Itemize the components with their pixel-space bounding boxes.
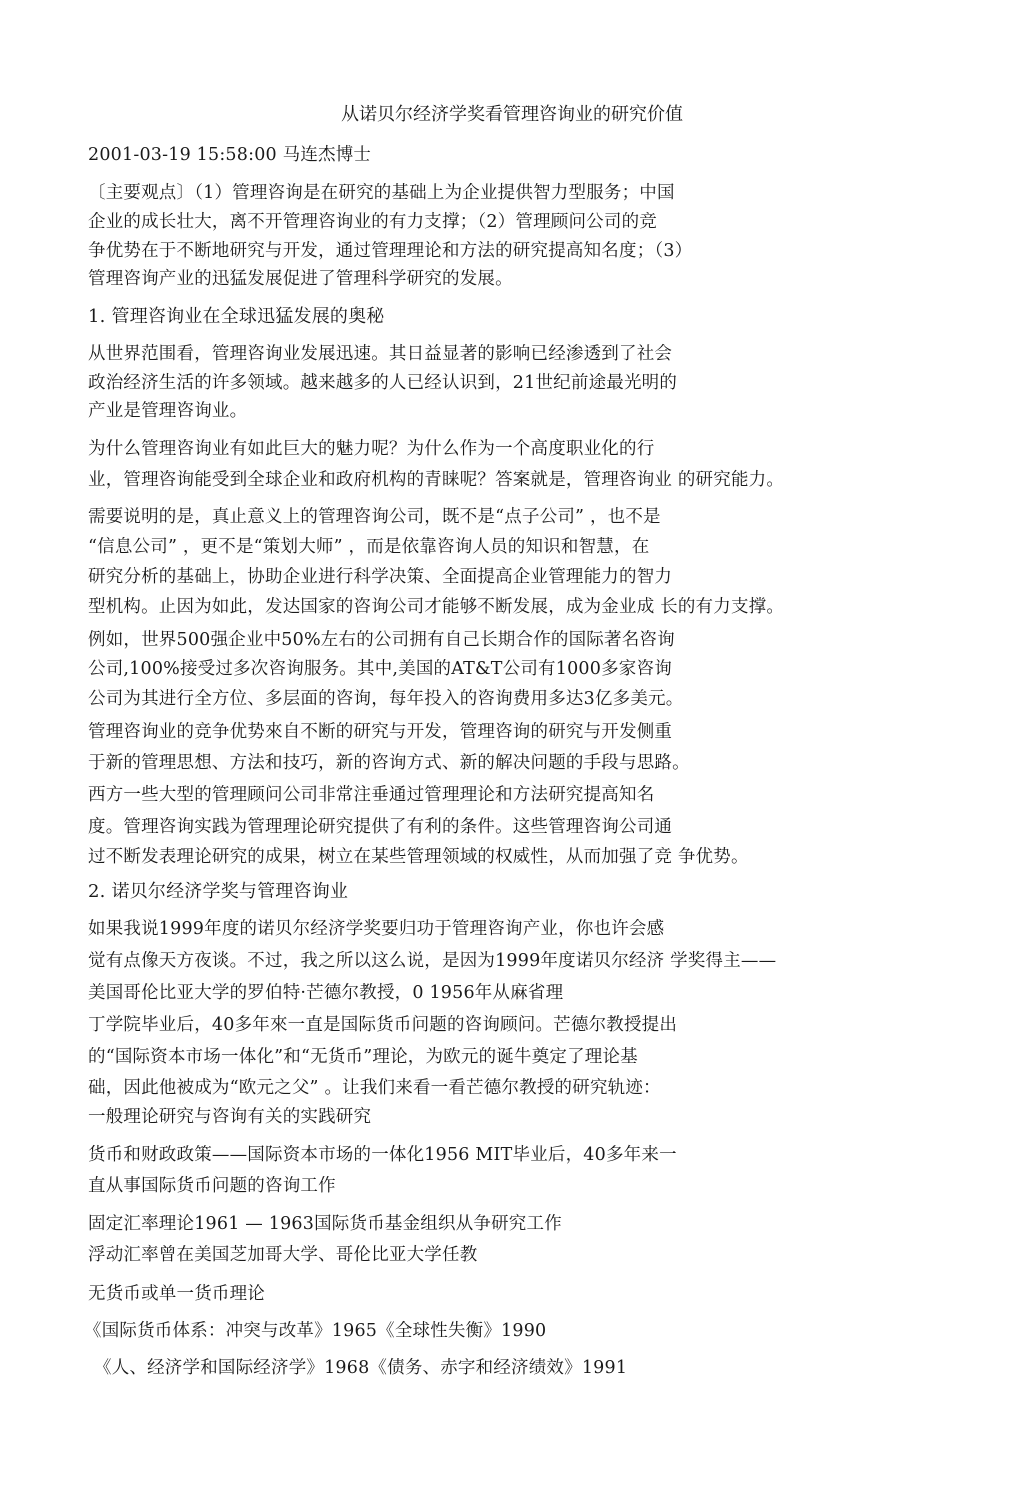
paragraph-line: 如果我说1999年度的诺贝尔经济学奖要归功于管理咨询产业，你也许会感 <box>88 919 665 939</box>
section-heading: 2. 诺贝尔经济学奖与管理咨询业 <box>88 881 349 902</box>
paragraph-line: 的“国际资本市场一体化”和“无货币”理论，为欧元的诞牛奠定了理论基 <box>88 1047 638 1067</box>
paragraph-line: 货币和财政政策——国际资本市场的一体化1956 MIT毕业后，40多年来一 <box>88 1145 677 1165</box>
paragraph-line: 研究分析的基础上，协助企业进行科学决策、全面提高企业管理能力的智力 <box>88 567 673 587</box>
paragraph-line: 过不断发表理论研究的成果，树立在某些管理领域的权威性，从而加强了竞 争优势。 <box>88 847 749 867</box>
paragraph-line: 础，因此他被成为“欧元之父” 。让我们来看一看芒德尔教授的研究轨迹： <box>88 1078 661 1098</box>
paragraph-line: 例如，世界500强企业中50%左右的公司拥有自己长期合作的国际著名咨询 <box>88 630 675 650</box>
paragraph-line: 西方一些大型的管理顾问公司非常注垂通过管理理论和方法研究提高知名 <box>88 785 655 805</box>
paragraph-line: 政治经济生活的许多领域。越来越多的人已经认识到，21世纪前途最光明的 <box>88 373 678 393</box>
paragraph-line: 丁学院毕业后，40多年來一直是国际货币问题的咨询顾问。芒德尔教授提出 <box>88 1015 678 1035</box>
section-heading: 1. 管理咨询业在全球迅猛发展的奥秘 <box>88 306 385 327</box>
paragraph-line: 一般理论研究与咨询有关的实践研究 <box>88 1107 372 1127</box>
paragraph-line: 为什么管理咨询业有如此巨大的魅力呢？为什么作为一个高度职业化的行 <box>88 439 655 459</box>
paragraph-line: 固定汇率理论1961 — 1963国际货币基金组织从争研究工作 <box>88 1214 562 1234</box>
summary-line: 企业的成长壮大，离不开管理咨询业的有力支撑；（2）管理顾问公司的竞 <box>88 212 657 232</box>
summary-line: 〔主要观点〕（1）管理咨询是在研究的基础上为企业提供智力型服务；中国 <box>88 183 675 203</box>
paragraph-line: 于新的管理思想、方法和技巧，新的咨询方式、新的解决问题的手段与思路。 <box>88 753 690 773</box>
paragraph-line: 《国际货币体系：冲突与改革》1965《全球性失衡》1990 <box>84 1321 547 1341</box>
paragraph-line: 公司为其进行全方位、多层面的咨询，每年投入的咨询费用多达3亿多美元。 <box>88 689 684 709</box>
paragraph-line: 型机构。止因为如此，发达国家的咨询公司才能够不断发展，成为金业成 长的有力支撑。 <box>88 597 785 617</box>
paragraph-line: “信息公司” ，更不是“策划大师” ，而是依靠咨询人员的知识和智慧，在 <box>88 537 650 557</box>
paragraph-line: 觉有点像天方夜谈。不过，我之所以这么说，是因为1999年度诺贝尔经济 学奖得主—— <box>88 951 777 971</box>
paragraph-line: 度。管理咨询实践为管理理论研究提供了有利的条件。这些管理咨询公司通 <box>88 817 673 837</box>
paragraph-line: 公司,100%接受过多次咨询服务。其中,美国的AT&T公司有1000多家咨询 <box>88 659 672 679</box>
paragraph-line: 无货币或单一货币理论 <box>88 1284 265 1304</box>
paragraph-line: 从世界范围看，管理咨询业发展迅速。其日益显著的影响已经渗透到了社会 <box>88 344 673 364</box>
paragraph-line: 需要说明的是，真止意义上的管理咨询公司，既不是“点子公司” ，也不是 <box>88 507 661 527</box>
paragraph-line: 浮动汇率曾在美国芝加哥大学、哥伦比亚大学任教 <box>88 1245 478 1265</box>
summary-line: 争优势在于不断地研究与开发，通过管理理论和方法的研究提高知名度；（3） <box>88 241 693 261</box>
paragraph-line: 《人、经济学和国际经济学》1968《债务、赤字和经济绩效》1991 <box>94 1358 628 1378</box>
paragraph-line: 管理咨询业的竞争优势來自不断的研究与开发，管理咨询的研究与开发侧重 <box>88 722 673 742</box>
paragraph-line: 业，管理咨询能受到全球企业和政府机构的青睐呢？答案就是，管理咨询业 的研究能力。 <box>88 470 785 490</box>
document-meta: 2001-03-19 15:58:00 马连杰博士 <box>88 145 372 165</box>
paragraph-line: 产业是管理咨询业。 <box>88 401 248 421</box>
paragraph-line: 美国哥伦比亚大学的罗伯特·芒德尔教授，0 1956年从麻省理 <box>88 983 564 1003</box>
document-title: 从诺贝尔经济学奖看管理咨询业的研究价值 <box>341 104 683 125</box>
summary-line: 管理咨询产业的迅猛发展促进了管理科学研究的发展。 <box>88 269 513 289</box>
paragraph-line: 直从事国际货币问题的咨询工作 <box>88 1176 336 1196</box>
